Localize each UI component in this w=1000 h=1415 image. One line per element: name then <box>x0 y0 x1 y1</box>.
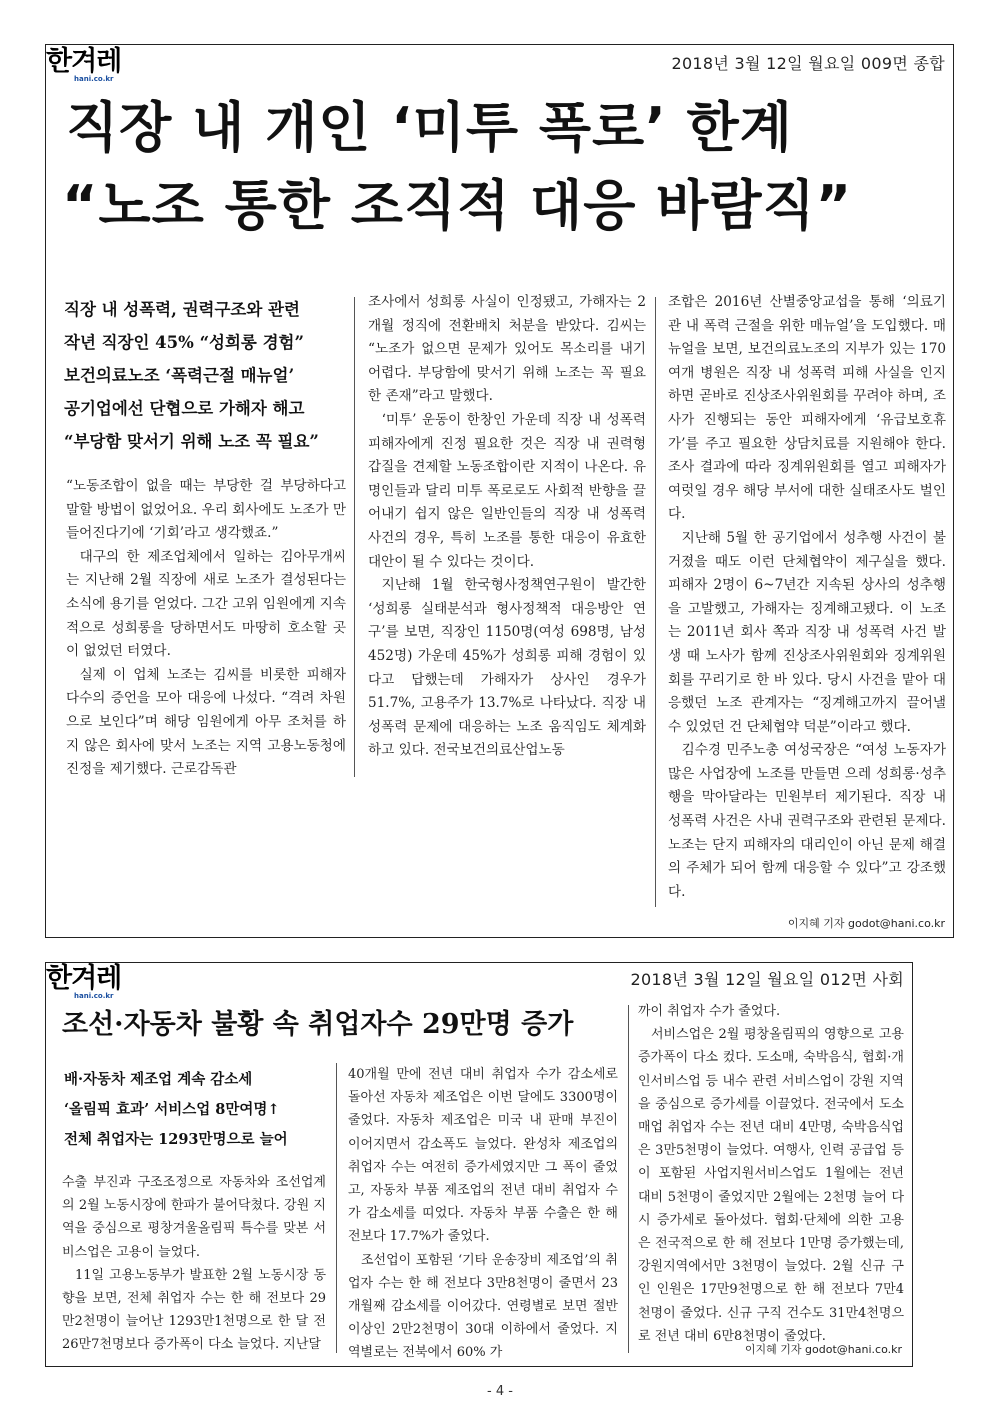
subheadlines <box>64 293 319 458</box>
body-column-3 <box>638 1000 904 1348</box>
subheadline: 배·자동차 제조업 계속 감소세 <box>64 1071 253 1088</box>
body-column-1 <box>62 1171 326 1357</box>
byline: 이지혜 기자 godot@hani.co.kr <box>744 1343 902 1356</box>
paragraph: 조합은 2016년 산별중앙교섭을 통해 ‘의료기관 내 폭력 근절을 위한 매뉴얼’을 도입했다. 매뉴얼을 보면, 보건의료노조의 지부가 있는 170여개 병원은 직장 내 성폭력 피해 사실을 인지하면 곧바로 진상조사위원회를 꾸려야 하며, 조사가 진행되는 동안 피해자에게 ‘유급보호휴가’를 주고 필요한 상담치료를 지원해야 한다. 조사 결과에 따라 징계위원회를 열고 피해자가 여럿일 경우 해당 부서에 대한 실태조사도 벌인다. <box>668 294 946 523</box>
paragraph: 40개월 만에 전년 대비 취업자 수가 감소세로 돌아선 자동차 제조업은 이번 달에도 3300명이 줄었다. 자동차 제조업은 미국 내 판매 부진이 이어지면서 감소폭도 늘었다. 완성차 제조업의 취업자 수는 여전히 증가세였지만 그 폭이 줄었고, 자동차 부품 제조업의 전년 대비 취업자 수가 감소세를 띠었다. 자동차 부품 수출은 한 해 전보다 17.7%가 줄었다. <box>348 1067 618 1245</box>
article-clipping-1 <box>45 44 954 938</box>
paragraph: 지난해 1월 한국형사정책연구원이 발간한 ‘성희롱 실태분석과 형사정책적 대응방안 연구’를 보면, 직장인 1150명(여성 698명, 남성 452명) 가운데 45%가 성희롱 피해 경험이 있다고 답했는데 가해자가 상사인 경우가 51.7%, 고용주가 13.7%로 나타났다. 직장 내 성폭력 문제에 대응하는 노조 움직임도 체계화하고 있다. 전국보건의료산업노동 <box>368 577 646 759</box>
logo-text: 한겨레 <box>46 46 122 77</box>
subheadline: 공기업에선 단협으로 가해자 해고 <box>64 399 305 418</box>
headline-line-1: 직장 내 개인 ‘미투 폭로’ 한계 <box>66 96 793 159</box>
dateline: 2018년 3월 12일 월요일 012면 사회 <box>630 970 904 989</box>
column-divider <box>628 1005 629 1353</box>
body-column-2 <box>348 1063 618 1365</box>
column-divider <box>336 1063 337 1353</box>
page-number: - 4 - <box>487 1384 513 1399</box>
newspaper-logo <box>46 48 121 83</box>
paragraph: 조사에서 성희롱 사실이 인정됐고, 가해자는 2개월 정직에 전환배치 처분을 받았다. 김씨는 “노조가 없으면 문제가 있어도 목소리를 내기 어렵다. 부당함에 맞서기 위해 노조는 꼭 필요한 존재”라고 말했다. <box>368 294 646 405</box>
article-clipping-2 <box>45 962 913 1367</box>
body-column-1 <box>66 475 346 782</box>
subheadlines <box>64 1065 288 1155</box>
paragraph: ‘미투’ 운동이 한창인 가운데 직장 내 성폭력 피해자에게 진정 필요한 것은 직장 내 권력형 갑질을 견제할 노동조합이란 지적이 나온다. 유명인들과 달리 미투 폭로로도 사회적 반향을 끌어내기 쉽지 않은 일반인들의 직장 내 성폭력 사건의 경우, 특히 노조를 통한 대응이 유효한 대안이 될 수 있다는 것이다. <box>368 411 646 570</box>
logo-text: 한겨레 <box>46 963 122 994</box>
subheadline: ‘올림픽 효과’ 서비스업 8만여명↑ <box>64 1101 280 1118</box>
subheadline: 보건의료노조 ‘폭력근절 매뉴얼’ <box>64 366 295 385</box>
body-column-3 <box>668 291 946 904</box>
headline-line-2: “노조 통한 조직적 대응 바람직” <box>62 174 853 237</box>
byline: 이지혜 기자 godot@hani.co.kr <box>787 917 945 930</box>
subheadline: 작년 직장인 45% “성희롱 경험” <box>64 333 304 352</box>
subheadline: “부당함 맞서기 위해 노조 꼭 필요” <box>64 432 319 451</box>
paragraph: 11일 고용노동부가 발표한 2월 노동시장 동향을 보면, 전체 취업자 수는 한 해 전보다 29만2천명이 늘어난 1293만1천명으로 한 달 전 26만7천명보다 증가폭이 다소 늘었다. 지난달 <box>62 1267 326 1353</box>
column-divider <box>655 297 656 907</box>
dateline: 2018년 3월 12일 월요일 009면 종합 <box>671 54 945 73</box>
paragraph: 조선업이 포함된 ‘기타 운송장비 제조업’의 취업자 수는 한 해 전보다 3만8천명이 줄면서 23개월째 감소세를 이어갔다. 연령별로 보면 절반 이상인 2만2천명이 30대 이하에서 줄었다. 지역별로는 전북에서 60% 가 <box>348 1252 618 1361</box>
paragraph: 까이 취업자 수가 줄었다. <box>638 1004 781 1019</box>
paragraph: 서비스업은 2월 평창올림픽의 영향으로 고용 증가폭이 다소 컸다. 도소매, 숙박음식, 협회·개인서비스업 등 내수 관련 서비스업이 강원 지역을 중심으로 증가세를 이끌었다. 전국에서 도소매업 취업자 수는 전년 대비 4만명, 숙박음식업은 3만5천명이 늘었다. 여행사, 인력 공급업 등이 포함된 사업지원서비스업도 1월에는 전년 대비 5천명이 줄었지만 2월에는 2천명 늘어 다시 증가세로 돌아섰다. 협회·단체에 의한 고용은 전국적으로 한 해 전보다 1만명 증가했는데, 강원지역에서만 3천명이 늘었다. 2월 신규 구인 인원은 17만9천명으로 한 해 전보다 7만4천명이 줄었다. 신규 구직 건수도 31만4천명으로 전년 대비 6만8천명이 줄었다. <box>638 1027 904 1344</box>
body-column-2 <box>368 291 646 763</box>
paragraph: 지난해 5월 한 공기업에서 성추행 사건이 불거졌을 때도 이런 단체협약이 제구실을 했다. 피해자 2명이 6~7년간 지속된 상사의 성추행을 고발했고, 가해자는 징계해고됐다. 이 노조는 2011년 회사 쪽과 직장 내 성폭력 사건 발생 때 노사가 함께 진상조사위원회와 징계위원회를 꾸리기로 한 바 있다. 당시 사건을 맡아 대응했던 노조 관계자는 “징계해고까지 끌어낼 수 있었던 건 단체협약 덕분”이라고 했다. <box>668 529 946 735</box>
paragraph: “노동조합이 없을 때는 부당한 걸 부당하다고 말할 방법이 없었어요. 우리 회사에도 노조가 만들어진다기에 ‘기회’라고 생각했죠.” <box>66 478 346 542</box>
paragraph: 수출 부진과 구조조정으로 자동차와 조선업계의 2월 노동시장에 한파가 불어닥쳤다. 강원 지역을 중심으로 평창겨울올림픽 특수를 맞본 서비스업은 고용이 늘었다. <box>62 1175 326 1260</box>
paragraph: 김수경 민주노총 여성국장은 “여성 노동자가 많은 사업장에 노조를 만들면 으레 성희롱·성추행을 막아달라는 민원부터 제기된다. 직장 내 성폭력 사건은 사내 권력구조와 관련된 문제다. 노조는 단지 피해자의 대리인이 아닌 문제 해결의 주체가 되어 함께 대응할 수 있다”고 강조했다. <box>668 742 946 900</box>
paragraph: 실제 이 업체 노조는 김씨를 비롯한 피해자 다수의 증언을 모아 대응에 나섰다. “격려 차원으로 보인다”며 해당 임원에게 아무 조처를 하지 않은 회사에 맞서 노조는 지역 고용노동청에 진정을 제기했다. 근로감독관 <box>66 666 346 778</box>
newspaper-logo <box>46 965 121 1000</box>
subheadline: 전체 취업자는 1293만명으로 늘어 <box>64 1131 288 1148</box>
subheadline: 직장 내 성폭력, 권력구조와 관련 <box>64 300 300 319</box>
column-divider <box>354 297 355 777</box>
logo-url: hani.co.kr <box>74 992 114 1000</box>
logo-url: hani.co.kr <box>74 75 114 83</box>
paragraph: 대구의 한 제조업체에서 일하는 김아무개씨는 지난해 2월 직장에 새로 노조가 결성된다는 소식에 용기를 얻었다. 그간 고위 임원에게 지속적으로 성희롱을 당하면서도 마땅히 호소할 곳이 없었던 터였다. <box>66 548 346 660</box>
headline: 조선·자동차 불황 속 취업자수 29만명 증가 <box>62 1009 574 1040</box>
